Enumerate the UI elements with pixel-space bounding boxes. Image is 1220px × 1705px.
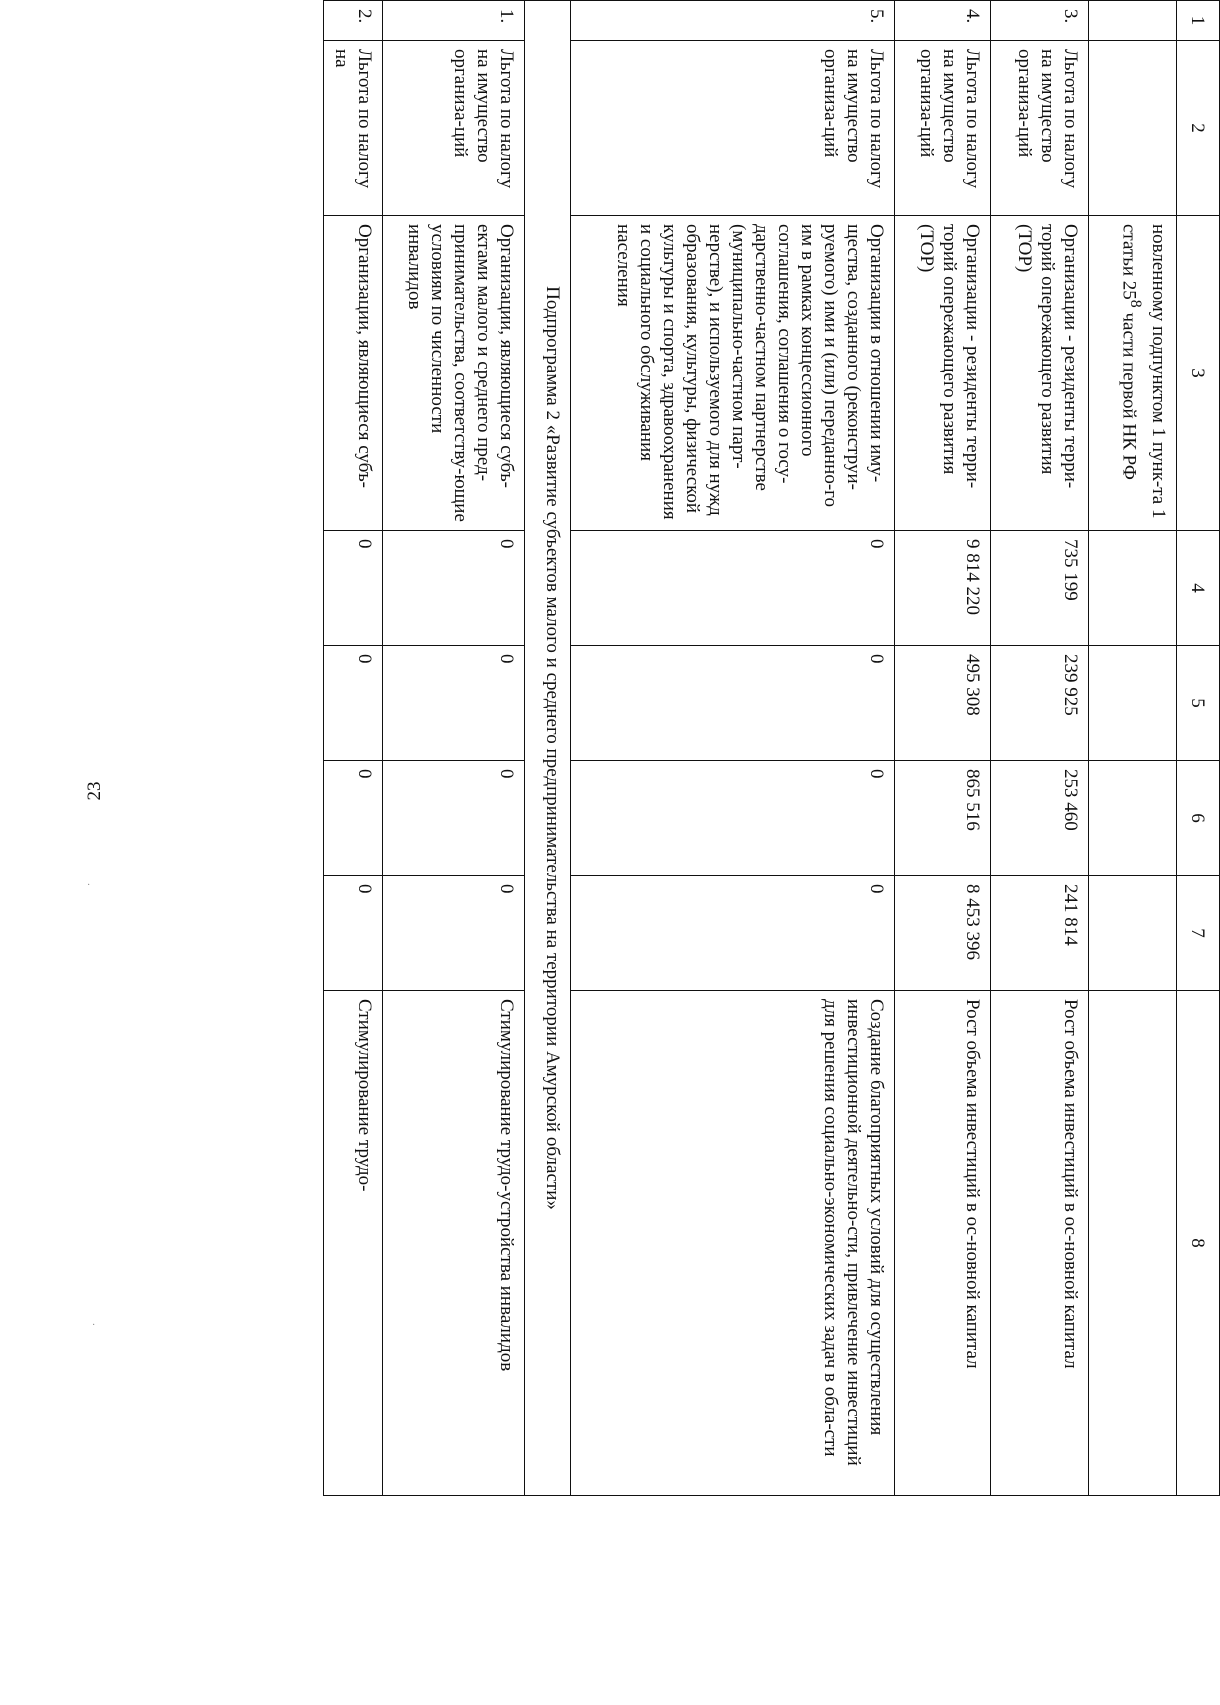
value-cell: 253 460 [991, 761, 1089, 876]
header-cell-1: 1 [1177, 1, 1220, 41]
benefit-cell: Льгота по налогу на имущество организа-ций [383, 41, 525, 216]
value-cell: 0 [383, 646, 525, 761]
page-number: 23 [84, 781, 105, 801]
value-cell [1089, 646, 1177, 761]
header-cell-4: 4 [1177, 531, 1220, 646]
scan-speck: · [87, 880, 91, 891]
value-cell: 735 199 [991, 531, 1089, 646]
benefit-cell: Льгота по налогу на [324, 41, 383, 216]
value-cell: 0 [571, 876, 895, 991]
recipients-cell: Организации в отношении иму-щества, созданного (реконструи-руемого) ими и (или) переданно-го им в рамках концессионного соглашения, соглашения о госу-дарственно-частном партнерстве (муниципально-частном парт-нерстве), и используемого для нужд образования, культуры, физической культуры и спорта, здравоохранения и социального обслуживания населения [571, 216, 895, 531]
recipients-cell: Организации - резиденты терри-торий опережающего развития (ТОР) [991, 216, 1089, 531]
header-cell-8: 8 [1177, 991, 1220, 1496]
recipients-cell [1089, 216, 1177, 531]
value-cell: 0 [383, 761, 525, 876]
header-cell-7: 7 [1177, 876, 1220, 991]
goal-cell: Рост объема инвестиций в ос-новной капитал [895, 991, 991, 1496]
row-number: 3. [991, 1, 1089, 41]
value-cell: 0 [571, 531, 895, 646]
row-number: 2. [324, 1, 383, 41]
value-cell: 865 516 [895, 761, 991, 876]
benefit-cell: Льгота по налогу на имущество организа-ций [991, 41, 1089, 216]
tax-benefits-table [323, 0, 1220, 1496]
subprogram-heading: Подпрограмма 2 «Развитие субъектов малого и среднего предпринимательства на территории Амурской области» [525, 1, 571, 1496]
table-row [324, 1, 383, 1496]
table-row [895, 1, 991, 1496]
continuation-text: новленному подпунктом 1 пунк-та 1 статьи 25 [1118, 224, 1169, 519]
goal-cell: Рост объема инвестиций в ос-новной капитал [991, 991, 1089, 1496]
goal-cell: Стимулирование трудо-устройства инвалидов [383, 991, 525, 1496]
value-cell: 9 814 220 [895, 531, 991, 646]
value-cell [1089, 531, 1177, 646]
row-number: 1. [383, 1, 525, 41]
goal-cell [1089, 991, 1177, 1496]
value-cell [1089, 876, 1177, 991]
value-cell: 0 [383, 876, 525, 991]
header-cell-5: 5 [1177, 646, 1220, 761]
table-row [991, 1, 1089, 1496]
value-cell: 0 [324, 646, 383, 761]
value-cell: 0 [571, 646, 895, 761]
superscript: 8 [1127, 299, 1144, 308]
value-cell: 0 [324, 761, 383, 876]
benefit-cell: Льгота по налогу на имущество организа-ций [571, 41, 895, 216]
table-row [1089, 1, 1177, 1496]
row-number: 5. [571, 1, 895, 41]
value-cell: 0 [571, 761, 895, 876]
row-number [1089, 1, 1177, 41]
benefit-cell: Льгота по налогу на имущество организа-ций [895, 41, 991, 216]
rotated-table-wrapper [323, 0, 1220, 1495]
value-cell: 0 [324, 531, 383, 646]
recipients-cell: Организации, являющиеся субъ- [324, 216, 383, 531]
recipients-cell: Организации - резиденты терри-торий опережающего развития (ТОР) [895, 216, 991, 531]
value-cell: 0 [383, 531, 525, 646]
value-cell: 8 453 396 [895, 876, 991, 991]
header-row [1177, 1, 1220, 1496]
table-row [571, 1, 895, 1496]
value-cell: 241 814 [991, 876, 1089, 991]
continuation-text-tail: части первой НК РФ [1118, 307, 1140, 480]
header-cell-2: 2 [1177, 41, 1220, 216]
recipients-cell: Организации, являющиеся субъ-ектами малого и среднего пред-принимательства, соответству-ющие условиям по численности инвалидов [383, 216, 525, 531]
value-cell [1089, 761, 1177, 876]
goal-cell: Создание благоприятных условий для осуществления инвестиционной деятельно-сти, привлечение инвестиций для решения социально-экономических задач в обла-сти [571, 991, 895, 1496]
table-row [383, 1, 525, 1496]
benefit-cell [1089, 41, 1177, 216]
header-cell-6: 6 [1177, 761, 1220, 876]
row-number: 4. [895, 1, 991, 41]
value-cell: 239 925 [991, 646, 1089, 761]
value-cell: 495 308 [895, 646, 991, 761]
value-cell: 0 [324, 876, 383, 991]
goal-cell: Стимулирование трудо- [324, 991, 383, 1496]
subprogram-row [525, 1, 571, 1496]
scan-speck: · [92, 1320, 96, 1331]
header-cell-3: 3 [1177, 216, 1220, 531]
